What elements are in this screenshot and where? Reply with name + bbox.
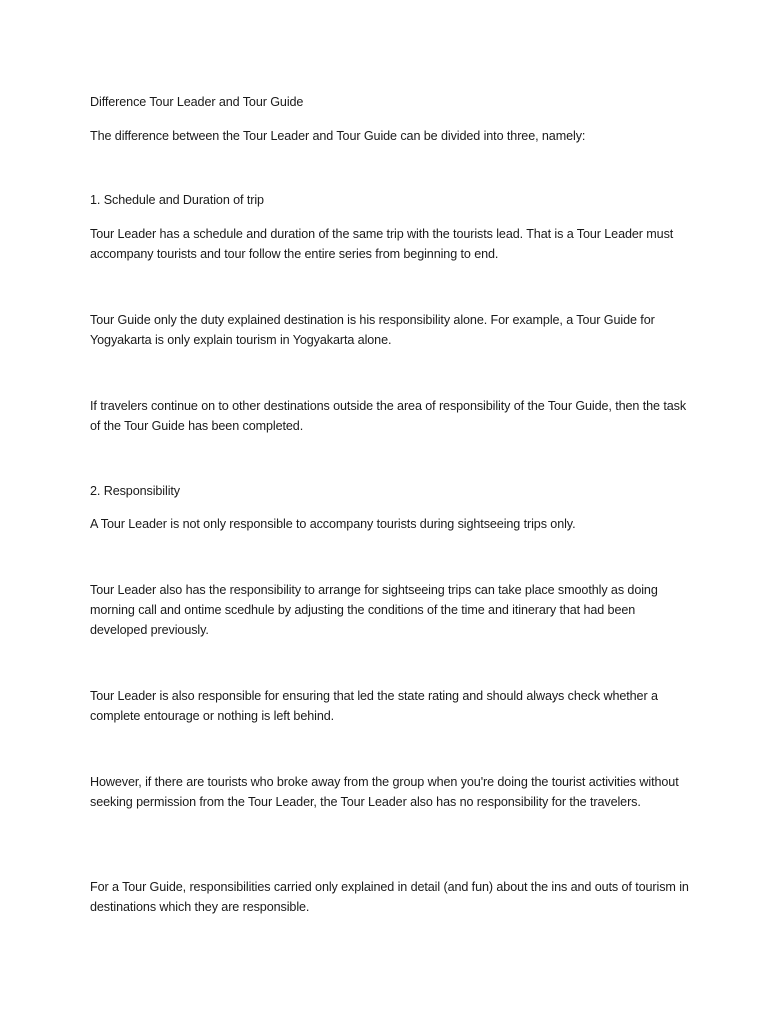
section-heading-schedule: 1. Schedule and Duration of trip bbox=[90, 193, 264, 207]
section-heading-responsibility: 2. Responsibility bbox=[90, 484, 180, 498]
paragraph: Tour Leader is also responsible for ensuring that led the state rating and should always check whether a complete entourage or nothing is left behind. bbox=[90, 689, 658, 723]
paragraph: Tour Leader also has the responsibility to arrange for sightseeing trips can take place smoothly as doing morning call and ontime scedhule by adjusting the conditions of the time and itinerary that had been developed previously. bbox=[90, 583, 658, 637]
paragraph: For a Tour Guide, responsibilities carried only explained in detail (and fun) about the ins and outs of tourism in destinations which they are responsible. bbox=[90, 880, 689, 914]
paragraph: Tour Leader has a schedule and duration of the same trip with the tourists lead. That is a Tour Leader must accompany tourists and tour follow the entire series from beginning to end. bbox=[90, 227, 674, 261]
intro-paragraph: The difference between the Tour Leader and Tour Guide can be divided into three, namely: bbox=[90, 129, 586, 143]
paragraph: Tour Guide only the duty explained destination is his responsibility alone. For example, a Tour Guide for Yogyakarta is only explain tourism in Yogyakarta alone. bbox=[90, 313, 655, 347]
paragraph: A Tour Leader is not only responsible to accompany tourists during sightseeing trips only. bbox=[90, 517, 576, 531]
paragraph: If travelers continue on to other destinations outside the area of responsibility of the Tour Guide, then the task of the Tour Guide has been completed. bbox=[90, 399, 687, 433]
paragraph: However, if there are tourists who broke away from the group when you're doing the tourist activities without seeking permission from the Tour Leader, the Tour Leader also has no responsibility for the travelers. bbox=[90, 775, 679, 809]
document-title: Difference Tour Leader and Tour Guide bbox=[90, 95, 304, 109]
